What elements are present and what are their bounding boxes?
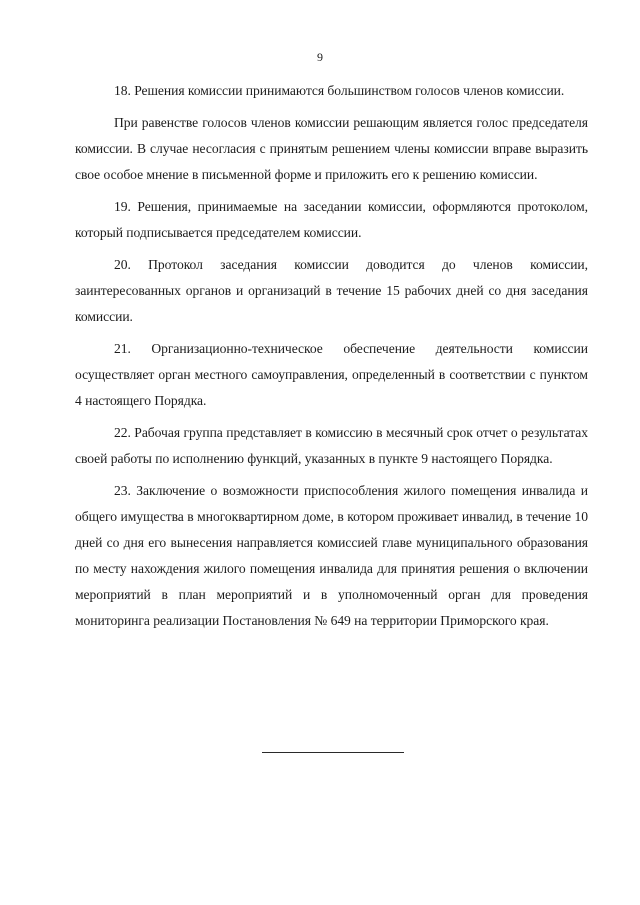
paragraph-19: 19. Решения, принимаемые на заседании комиссии, оформляются протоколом, который подписывается председателем комиссии. [75, 199, 588, 240]
paragraph-18-continuation: При равенстве голосов членов комиссии решающим является голос председателя комиссии. В случае несогласия с принятым решением члены комиссии вправе выразить свое особое мнение в письменной форме и приложить его к решению комиссии. [75, 115, 588, 182]
page-number: 9 [317, 50, 323, 64]
paragraph-22: 22. Рабочая группа представляет в комиссию в месячный срок отчет о результатах своей работы по исполнению функций, указанных в пункте 9 настоящего Порядка. [75, 425, 588, 466]
paragraph-20: 20. Протокол заседания комиссии доводится до членов комиссии, заинтересованных органов и организаций в течение 15 рабочих дней со дня заседания комиссии. [75, 257, 588, 324]
paragraph-18: 18. Решения комиссии принимаются большинством голосов членов комиссии. [114, 83, 565, 98]
paragraph-21: 21. Организационно-техническое обеспечение деятельности комиссии осуществляет орган местного самоуправления, определенный в соответствии с пунктом 4 настоящего Порядка. [75, 341, 588, 408]
paragraph-23: 23. Заключение о возможности приспособления жилого помещения инвалида и общего имущества в многоквартирном доме, в котором проживает инвалид, в течение 10 дней со дня его вынесения направляется комиссией главе муниципального образования по месту нахождения жилого помещения инвалида для принятия решения о включении мероприятий в план мероприятий и в уполномоченный орган для проведения мониторинга реализации Постановления № 649 на территории Приморского края. [75, 483, 588, 628]
end-of-document-rule [262, 752, 404, 753]
document-body [75, 78, 588, 640]
